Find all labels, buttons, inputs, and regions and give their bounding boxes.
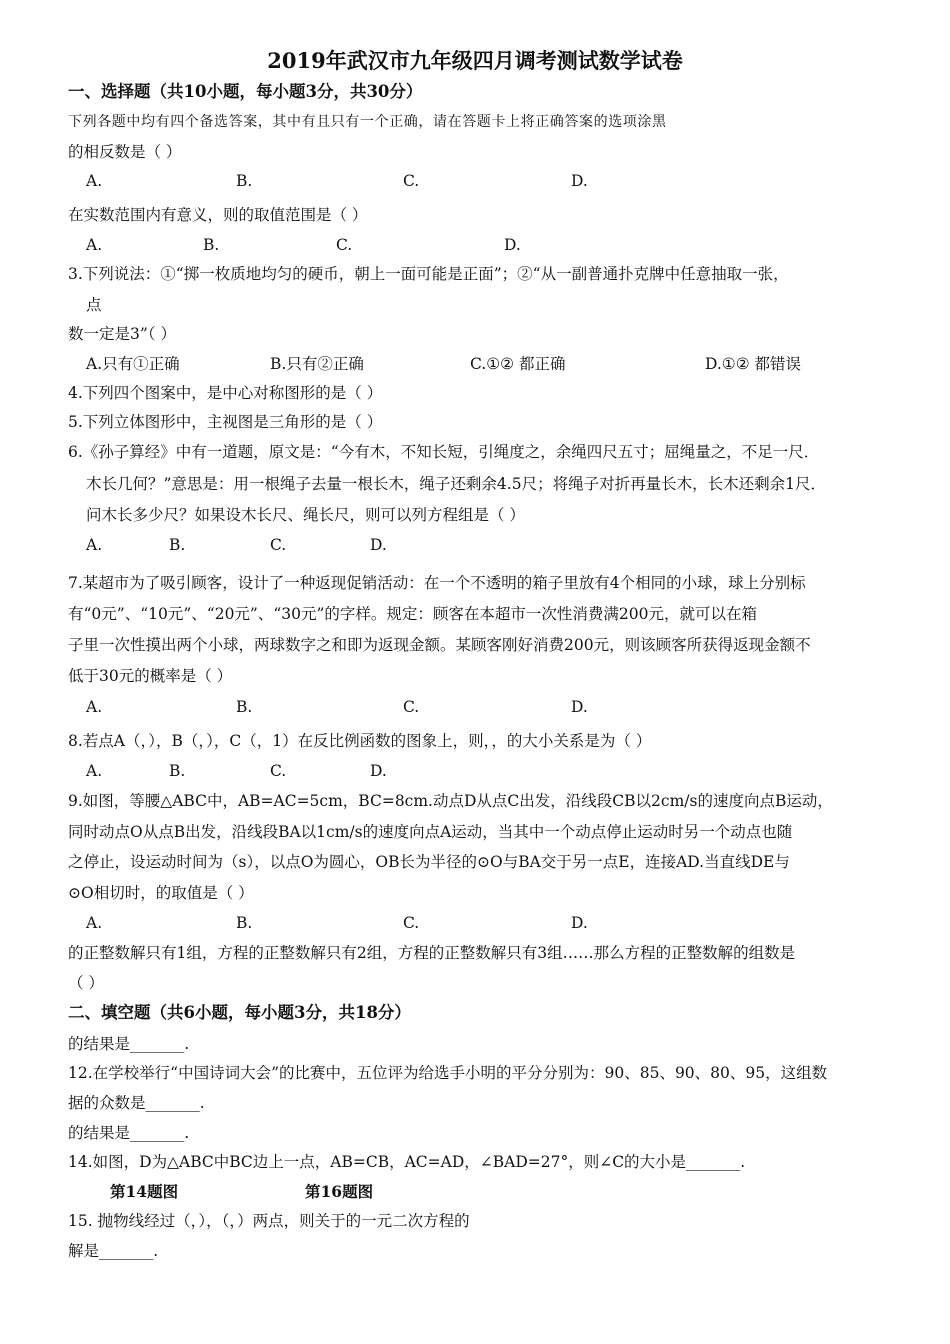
question-9-option-a[interactable]: A. [86, 914, 103, 932]
question-2-option-d[interactable]: D. [504, 236, 521, 254]
question-4-stem: 4.下列四个图案中，是中心对称图形的是（ ） [68, 384, 383, 402]
question-12-line-2: 据的众数是_______. [68, 1094, 205, 1112]
question-2-option-a[interactable]: A. [86, 236, 103, 254]
question-11-stem: 的结果是_______. [68, 1035, 190, 1053]
question-3-line-1: 3.下列说法：①“掷一枚质地均匀的硬币，朝上一面可能是正面”；②“从一副普通扑克牌中任意抽取一张， [68, 265, 789, 283]
question-2-option-c[interactable]: C. [336, 236, 353, 254]
section1-instruction: 下列各题中均有四个备选答案，其中有且只有一个正确，请在答题卡上将正确答案的选项涂黑 [68, 114, 667, 130]
question-1-option-c[interactable]: C. [403, 172, 420, 190]
question-5-stem: 5.下列立体图形中，主视图是三角形的是（ ） [68, 413, 383, 431]
question-6-option-d[interactable]: D. [370, 536, 387, 554]
question-7-option-b[interactable]: B. [236, 698, 253, 716]
question-3-line-3: 数一定是3”（ ） [68, 325, 176, 343]
section2-heading: 二、填空题（共6小题，每小题3分，共18分） [68, 1003, 411, 1022]
question-1-option-d[interactable]: D. [571, 172, 588, 190]
question-6-option-b[interactable]: B. [169, 536, 186, 554]
question-9-option-d[interactable]: D. [571, 914, 588, 932]
question-9-line-4: ⊙O相切时，的取值是（ ） [68, 884, 254, 902]
question-6-line-1: 6.《孙子算经》中有一道题，原文是：“今有木，不知长短，引绳度之，余绳四尺五寸；屈绳量之，不足一尺． [68, 443, 820, 461]
section1-heading: 一、选择题（共10小题，每小题3分，共30分） [68, 82, 423, 101]
question-7-line-4: 低于30元的概率是（ ） [68, 667, 233, 685]
question-1-stem: 的相反数是（ ） [68, 143, 182, 161]
question-10-line-1: 的正整数解只有1组，方程的正整数解只有2组，方程的正整数解只有3组……那么方程的正整数解的组数是 [68, 944, 796, 962]
question-15-line-2: 解是_______. [68, 1242, 159, 1260]
question-14-stem: 14.如图，D为△ABC中BC边上一点，AB=CB，AC=AD，∠BAD=27°，则∠C的大小是_______. [68, 1153, 746, 1171]
question-2-option-b[interactable]: B. [203, 236, 220, 254]
question-3-option-b[interactable]: B.只有②正确 [270, 355, 364, 373]
question-7-line-3: 子里一次性摸出两个小球，两球数字之和即为返现金额。某顾客刚好消费200元，则该顾客所获得返现金额不 [68, 636, 811, 654]
question-10-line-2: （ ） [68, 974, 104, 992]
question-7-line-2: 有“0元”、“10元”、“20元”、“30元”的字样。规定：顾客在本超市一次性消费满200元，就可以在箱 [68, 605, 758, 623]
question-6-line-2: 木长几何？”意思是：用一根绳子去量一根长木，绳子还剩余4.5尺；将绳子对折再量长木，长木还剩余1尺． [86, 475, 826, 493]
exam-title: 2019年武汉市九年级四月调考测试数学试卷 [267, 48, 683, 73]
question-7-option-d[interactable]: D. [571, 698, 588, 716]
question-6-option-a[interactable]: A. [86, 536, 103, 554]
question-3-option-a[interactable]: A.只有①正确 [86, 355, 180, 373]
question-8-option-a[interactable]: A. [86, 762, 103, 780]
question-9-option-b[interactable]: B. [236, 914, 253, 932]
question-6-option-c[interactable]: C. [270, 536, 287, 554]
question-3-option-c[interactable]: C.①② 都正确 [470, 355, 566, 373]
question-9-line-2: 同时动点O从点B出发，沿线段BA以1cm/s的速度向点A运动，当其中一个动点停止运动时另一个动点也随 [68, 823, 793, 841]
question-7-line-1: 7.某超市为了吸引顾客，设计了一种返现促销活动：在一个不透明的箱子里放有4个相同的小球，球上分别标 [68, 574, 806, 592]
figure-16-caption: 第16题图 [305, 1182, 374, 1201]
question-6-line-3: 问木长多少尺？如果设木长尺、绳长尺，则可以列方程组是（ ） [86, 506, 525, 524]
question-7-option-a[interactable]: A. [86, 698, 103, 716]
question-13-stem: 的结果是_______. [68, 1124, 190, 1142]
question-8-stem: 8.若点A（，），B（，），C（，1）在反比例函数的图象上，则，，的大小关系是为（ ） [68, 732, 652, 750]
question-3-option-d[interactable]: D.①② 都错误 [705, 355, 802, 373]
question-9-option-c[interactable]: C. [403, 914, 420, 932]
question-8-option-d[interactable]: D. [370, 762, 387, 780]
question-2-stem: 在实数范围内有意义，则的取值范围是（ ） [68, 206, 368, 224]
question-15-line-1: 15. 抛物线经过（，），（，）两点，则关于的一元二次方程的 [68, 1212, 470, 1230]
question-8-option-c[interactable]: C. [270, 762, 287, 780]
question-1-option-a[interactable]: A. [86, 172, 103, 190]
question-3-line-2: 点 [86, 296, 102, 314]
question-9-line-1: 9.如图，等腰△ABC中，AB=AC=5cm，BC=8cm.动点D从点C出发，沿线段CB以2cm/s的速度向点B运动， [68, 792, 833, 810]
question-12-line-1: 12.在学校举行“中国诗词大会”的比赛中，五位评为给选手小明的平分分别为：90、85、90、80、95，这组数 [68, 1064, 828, 1082]
question-7-option-c[interactable]: C. [403, 698, 420, 716]
question-9-line-3: 之停止，设运动时间为（s），以点O为圆心，OB长为半径的⊙O与BA交于另一点E，连接AD.当直线DE与 [68, 853, 790, 871]
question-1-option-b[interactable]: B. [236, 172, 253, 190]
question-8-option-b[interactable]: B. [169, 762, 186, 780]
figure-14-caption: 第14题图 [110, 1182, 179, 1201]
